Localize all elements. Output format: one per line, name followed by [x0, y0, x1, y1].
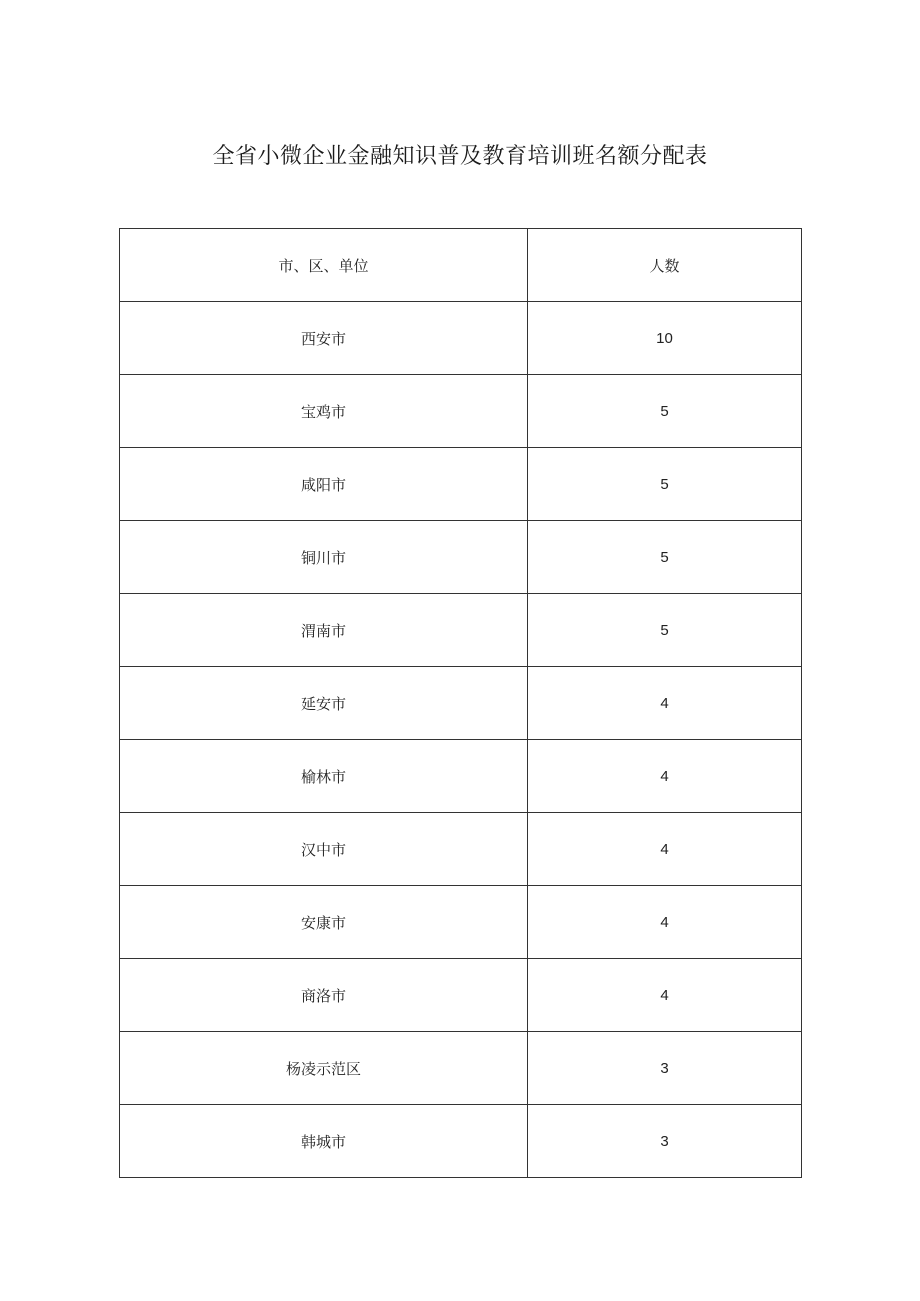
cell-unit: 延安市	[120, 667, 528, 740]
table-row	[120, 521, 802, 594]
table-header-row	[120, 229, 802, 302]
cell-count: 3	[528, 1105, 802, 1178]
cell-count: 4	[528, 740, 802, 813]
cell-unit: 韩城市	[120, 1105, 528, 1178]
cell-count: 10	[528, 302, 802, 375]
cell-count: 4	[528, 959, 802, 1032]
cell-unit: 杨凌示范区	[120, 1032, 528, 1105]
table-row	[120, 302, 802, 375]
cell-unit: 渭南市	[120, 594, 528, 667]
cell-count: 5	[528, 594, 802, 667]
cell-unit: 咸阳市	[120, 448, 528, 521]
cell-count: 4	[528, 886, 802, 959]
table-row	[120, 667, 802, 740]
header-count: 人数	[528, 229, 802, 302]
cell-count: 3	[528, 1032, 802, 1105]
table-row	[120, 959, 802, 1032]
cell-count: 4	[528, 813, 802, 886]
cell-unit: 铜川市	[120, 521, 528, 594]
cell-unit: 商洛市	[120, 959, 528, 1032]
table-row	[120, 594, 802, 667]
cell-unit: 安康市	[120, 886, 528, 959]
cell-count: 5	[528, 521, 802, 594]
cell-unit: 榆林市	[120, 740, 528, 813]
cell-count: 5	[528, 375, 802, 448]
cell-unit: 汉中市	[120, 813, 528, 886]
table-row	[120, 448, 802, 521]
header-unit: 市、区、单位	[120, 229, 528, 302]
cell-count: 5	[528, 448, 802, 521]
table-row	[120, 375, 802, 448]
page-title: 全省小微企业金融知识普及教育培训班名额分配表	[212, 144, 708, 169]
cell-count: 4	[528, 667, 802, 740]
table-row	[120, 886, 802, 959]
table-row	[120, 1105, 802, 1178]
table-row	[120, 813, 802, 886]
table-row	[120, 740, 802, 813]
cell-unit: 宝鸡市	[120, 375, 528, 448]
quota-table	[119, 228, 802, 1178]
table-row	[120, 1032, 802, 1105]
cell-unit: 西安市	[120, 302, 528, 375]
